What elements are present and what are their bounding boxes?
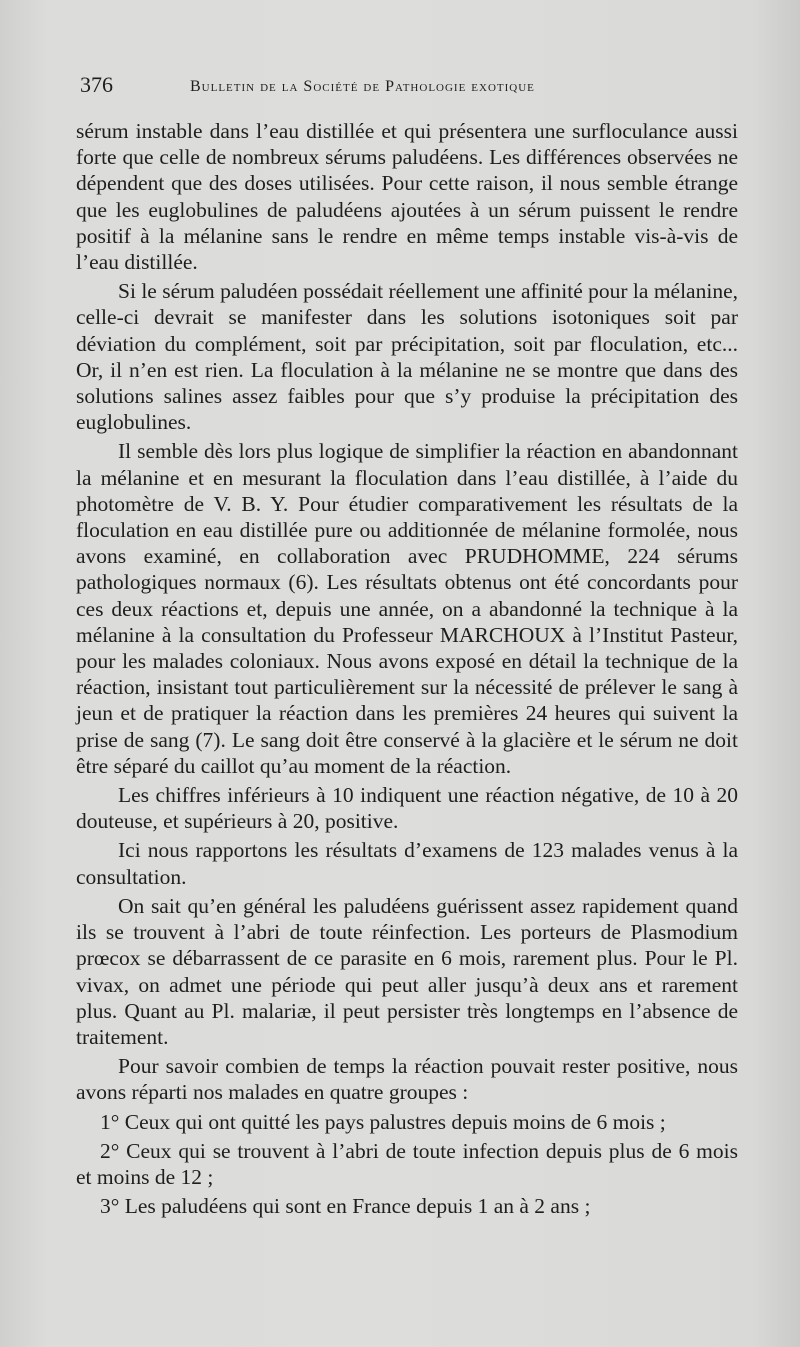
paragraph: Pour savoir combien de temps la réaction pouvait rester positive, nous avons réparti nos malades en quatre groupes : [76, 1054, 738, 1105]
paragraph: sérum instable dans l’eau distillée et qui présentera une surfloculance aussi forte que celle de nombreux sérums paludéens. Les différences observées ne dépendent que des doses utilisées. Pour cette raison, il nous semble étrange que les euglobulines de paludéens ajoutées à un sérum puissent le rendre positif à la mélanine sans le rendre en même temps instable vis-à-vis de l’eau distillée. [76, 119, 738, 275]
page-header [80, 72, 740, 102]
paragraph: Ici nous rapportons les résultats d’examens de 123 malades venus à la consultation. [76, 838, 738, 889]
list-item: 2° Ceux qui se trouvent à l’abri de toute infection depuis plus de 6 mois et moins de 12 ; [76, 1138, 738, 1189]
list-item: 3° Les paludéens qui sont en France depuis 1 an à 2 ans ; [100, 1194, 591, 1219]
paragraph: Il semble dès lors plus logique de simplifier la réaction en abandonnant la mélanine et en mesurant la floculation dans l’eau distillée, à l’aide du photomètre de V. B. Y. Pour étudier comparativement les résultats de la floculation en eau distillée pure ou additionnée de mélanine formolée, nous avons examiné, en collaboration avec PRUDHOMME, 224 sérums pathologiques normaux (6). Les résultats obtenus ont été concordants pour ces deux réactions et, depuis une année, on a abandonné la technique à la mélanine à la consultation du Professeur MARCHOUX à l’Institut Pasteur, pour les malades coloniaux. Nous avons exposé en détail la technique de la réaction, insistant tout particulièrement sur la nécessité de prélever le sang à jeun et de pratiquer la réaction dans les premières 24 heures qui suivent la prise de sang (7). Le sang doit être conservé à la glacière et le sérum ne doit être séparé du caillot qu’au moment de la réaction. [76, 439, 738, 778]
paragraph: On sait qu’en général les paludéens guérissent assez rapidement quand ils se trouvent à l’abri de toute réinfection. Les porteurs de Plasmodium prœcox se débarrassent de ce parasite en 6 mois, rarement plus. Pour le Pl. vivax, on admet une période qui peut aller jusqu’à deux ans et rarement plus. Quant au Pl. malariæ, il peut persister très longtemps en l’absence de traitement. [76, 893, 738, 1049]
body-text [76, 118, 738, 1222]
list-item: 1° Ceux qui ont quitté les pays palustres depuis moins de 6 mois ; [100, 1109, 666, 1134]
running-title: Bulletin de la Société de Pathologie exotique [190, 78, 535, 95]
page-number: 376 [80, 72, 113, 97]
paragraph: Les chiffres inférieurs à 10 indiquent une réaction négative, de 10 à 20 douteuse, et supérieurs à 20, positive. [76, 783, 738, 834]
paragraph: Si le sérum paludéen possédait réellement une affinité pour la mélanine, celle-ci devrait se manifester dans les solutions isotoniques soit par déviation du complément, soit par précipitation, soit par floculation, etc... Or, il n’en est rien. La floculation à la mélanine ne se montre que dans des solutions salines assez faibles pour que s’y produise la précipitation des euglobulines. [76, 279, 738, 435]
